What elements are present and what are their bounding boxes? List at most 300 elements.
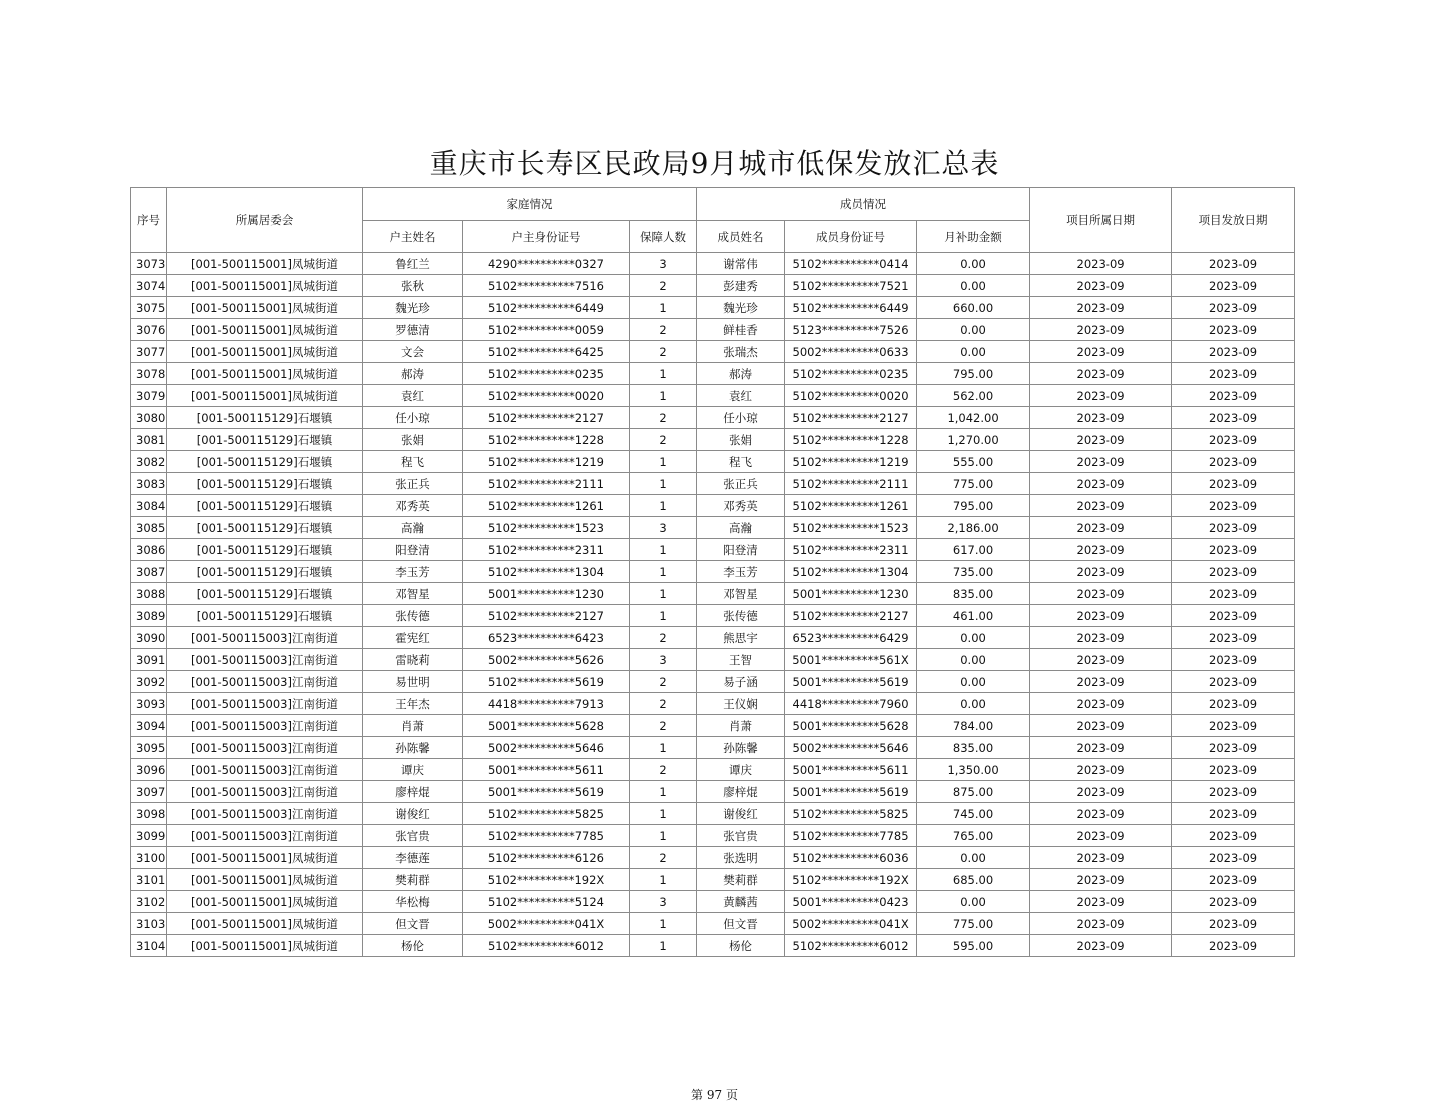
project-date-cell: 2023-09 — [1030, 715, 1172, 737]
header-monthly-amount: 月补助金额 — [917, 221, 1030, 253]
insured-count-cell: 2 — [630, 671, 697, 693]
table-row — [131, 319, 1295, 341]
insured-count-cell: 1 — [630, 583, 697, 605]
table-row — [131, 803, 1295, 825]
monthly-amount-cell: 795.00 — [917, 363, 1030, 385]
insured-count-cell: 2 — [630, 847, 697, 869]
head-name-cell: 肖萧 — [363, 715, 463, 737]
seq-cell: 3086 — [131, 539, 167, 561]
project-date-cell: 2023-09 — [1030, 473, 1172, 495]
table-body — [131, 253, 1295, 957]
monthly-amount-cell: 835.00 — [917, 737, 1030, 759]
seq-cell: 3075 — [131, 297, 167, 319]
committee-cell: [001-500115001]凤城街道 — [167, 341, 363, 363]
member-id-cell: 5102**********7785 — [785, 825, 917, 847]
member-name-cell: 张官贵 — [697, 825, 785, 847]
monthly-amount-cell: 0.00 — [917, 693, 1030, 715]
member-name-cell: 谭庆 — [697, 759, 785, 781]
insured-count-cell: 1 — [630, 539, 697, 561]
seq-cell: 3097 — [131, 781, 167, 803]
committee-cell: [001-500115129]石堰镇 — [167, 473, 363, 495]
head-id-cell: 5102**********6012 — [463, 935, 630, 957]
insured-count-cell: 1 — [630, 737, 697, 759]
member-id-cell: 6523**********6429 — [785, 627, 917, 649]
table-row — [131, 627, 1295, 649]
monthly-amount-cell: 0.00 — [917, 649, 1030, 671]
head-id-cell: 5102**********0020 — [463, 385, 630, 407]
table-row — [131, 605, 1295, 627]
head-id-cell: 5102**********7785 — [463, 825, 630, 847]
allowance-summary-table — [130, 187, 1295, 957]
member-id-cell: 5102**********7521 — [785, 275, 917, 297]
header-seq: 序号 — [131, 188, 167, 253]
member-name-cell: 黄麟茜 — [697, 891, 785, 913]
monthly-amount-cell: 1,350.00 — [917, 759, 1030, 781]
project-date-cell: 2023-09 — [1030, 297, 1172, 319]
table-row — [131, 297, 1295, 319]
project-date-cell: 2023-09 — [1030, 539, 1172, 561]
head-name-cell: 霍宪红 — [363, 627, 463, 649]
insured-count-cell: 2 — [630, 275, 697, 297]
issue-date-cell: 2023-09 — [1172, 495, 1295, 517]
member-name-cell: 阳登清 — [697, 539, 785, 561]
insured-count-cell: 1 — [630, 935, 697, 957]
table-row — [131, 737, 1295, 759]
committee-cell: [001-500115003]江南街道 — [167, 825, 363, 847]
project-date-cell: 2023-09 — [1030, 649, 1172, 671]
issue-date-cell: 2023-09 — [1172, 451, 1295, 473]
member-name-cell: 郝涛 — [697, 363, 785, 385]
insured-count-cell: 3 — [630, 891, 697, 913]
member-id-cell: 5102**********1304 — [785, 561, 917, 583]
committee-cell: [001-500115129]石堰镇 — [167, 605, 363, 627]
project-date-cell: 2023-09 — [1030, 517, 1172, 539]
committee-cell: [001-500115001]凤城街道 — [167, 319, 363, 341]
head-name-cell: 鲁红兰 — [363, 253, 463, 275]
issue-date-cell: 2023-09 — [1172, 539, 1295, 561]
member-name-cell: 袁红 — [697, 385, 785, 407]
committee-cell: [001-500115001]凤城街道 — [167, 935, 363, 957]
insured-count-cell: 1 — [630, 385, 697, 407]
table-row — [131, 935, 1295, 957]
member-id-cell: 5001**********5611 — [785, 759, 917, 781]
head-name-cell: 邓智星 — [363, 583, 463, 605]
seq-cell: 3078 — [131, 363, 167, 385]
issue-date-cell: 2023-09 — [1172, 363, 1295, 385]
head-name-cell: 李德莲 — [363, 847, 463, 869]
table-row — [131, 759, 1295, 781]
committee-cell: [001-500115001]凤城街道 — [167, 275, 363, 297]
project-date-cell: 2023-09 — [1030, 363, 1172, 385]
member-name-cell: 王仪娴 — [697, 693, 785, 715]
member-id-cell: 5102**********0235 — [785, 363, 917, 385]
member-id-cell: 5102**********5825 — [785, 803, 917, 825]
monthly-amount-cell: 765.00 — [917, 825, 1030, 847]
monthly-amount-cell: 775.00 — [917, 473, 1030, 495]
insured-count-cell: 1 — [630, 451, 697, 473]
committee-cell: [001-500115129]石堰镇 — [167, 495, 363, 517]
head-name-cell: 张官贵 — [363, 825, 463, 847]
monthly-amount-cell: 0.00 — [917, 847, 1030, 869]
insured-count-cell: 2 — [630, 759, 697, 781]
seq-cell: 3081 — [131, 429, 167, 451]
page-number: 第 97 页 — [691, 1088, 738, 1102]
table-row — [131, 429, 1295, 451]
insured-count-cell: 1 — [630, 363, 697, 385]
seq-cell: 3079 — [131, 385, 167, 407]
project-date-cell: 2023-09 — [1030, 319, 1172, 341]
table-row — [131, 693, 1295, 715]
issue-date-cell: 2023-09 — [1172, 253, 1295, 275]
member-id-cell: 5001**********1230 — [785, 583, 917, 605]
project-date-cell: 2023-09 — [1030, 583, 1172, 605]
member-name-cell: 魏光珍 — [697, 297, 785, 319]
member-name-cell: 张正兵 — [697, 473, 785, 495]
committee-cell: [001-500115129]石堰镇 — [167, 429, 363, 451]
head-name-cell: 张正兵 — [363, 473, 463, 495]
table-row — [131, 407, 1295, 429]
insured-count-cell: 2 — [630, 341, 697, 363]
member-name-cell: 张娟 — [697, 429, 785, 451]
member-id-cell: 5102**********0020 — [785, 385, 917, 407]
header-insured-count: 保障人数 — [630, 221, 697, 253]
seq-cell: 3074 — [131, 275, 167, 297]
monthly-amount-cell: 835.00 — [917, 583, 1030, 605]
seq-cell: 3082 — [131, 451, 167, 473]
head-name-cell: 雷晓莉 — [363, 649, 463, 671]
insured-count-cell: 1 — [630, 473, 697, 495]
member-name-cell: 熊思宇 — [697, 627, 785, 649]
member-id-cell: 5102**********192X — [785, 869, 917, 891]
member-id-cell: 5102**********6036 — [785, 847, 917, 869]
project-date-cell: 2023-09 — [1030, 693, 1172, 715]
head-id-cell: 5001**********5628 — [463, 715, 630, 737]
issue-date-cell: 2023-09 — [1172, 891, 1295, 913]
insured-count-cell: 2 — [630, 627, 697, 649]
head-name-cell: 程飞 — [363, 451, 463, 473]
member-name-cell: 邓秀英 — [697, 495, 785, 517]
head-id-cell: 4418**********7913 — [463, 693, 630, 715]
member-id-cell: 5002**********5646 — [785, 737, 917, 759]
monthly-amount-cell: 555.00 — [917, 451, 1030, 473]
table-row — [131, 869, 1295, 891]
project-date-cell: 2023-09 — [1030, 253, 1172, 275]
committee-cell: [001-500115003]江南街道 — [167, 649, 363, 671]
head-id-cell: 5002**********5626 — [463, 649, 630, 671]
monthly-amount-cell: 0.00 — [917, 253, 1030, 275]
seq-cell: 3076 — [131, 319, 167, 341]
head-id-cell: 5102**********7516 — [463, 275, 630, 297]
member-name-cell: 程飞 — [697, 451, 785, 473]
issue-date-cell: 2023-09 — [1172, 913, 1295, 935]
head-id-cell: 5102**********192X — [463, 869, 630, 891]
table-row — [131, 341, 1295, 363]
project-date-cell: 2023-09 — [1030, 759, 1172, 781]
member-id-cell: 5102**********1261 — [785, 495, 917, 517]
member-name-cell: 樊莉群 — [697, 869, 785, 891]
issue-date-cell: 2023-09 — [1172, 649, 1295, 671]
project-date-cell: 2023-09 — [1030, 913, 1172, 935]
head-id-cell: 5002**********5646 — [463, 737, 630, 759]
header-project-date: 项目所属日期 — [1030, 188, 1172, 253]
member-id-cell: 5001**********5619 — [785, 781, 917, 803]
committee-cell: [001-500115003]江南街道 — [167, 693, 363, 715]
member-id-cell: 5102**********6449 — [785, 297, 917, 319]
head-name-cell: 谢俊红 — [363, 803, 463, 825]
issue-date-cell: 2023-09 — [1172, 737, 1295, 759]
header-member-group: 成员情况 — [697, 188, 1030, 221]
member-id-cell: 5001**********561X — [785, 649, 917, 671]
member-name-cell: 廖梓焜 — [697, 781, 785, 803]
issue-date-cell: 2023-09 — [1172, 407, 1295, 429]
seq-cell: 3084 — [131, 495, 167, 517]
member-name-cell: 易子涵 — [697, 671, 785, 693]
member-id-cell: 5102**********1523 — [785, 517, 917, 539]
issue-date-cell: 2023-09 — [1172, 847, 1295, 869]
table-row — [131, 847, 1295, 869]
header-head-name: 户主姓名 — [363, 221, 463, 253]
member-name-cell: 李玉芳 — [697, 561, 785, 583]
table-row — [131, 451, 1295, 473]
monthly-amount-cell: 0.00 — [917, 671, 1030, 693]
issue-date-cell: 2023-09 — [1172, 803, 1295, 825]
issue-date-cell: 2023-09 — [1172, 781, 1295, 803]
member-id-cell: 5102**********2111 — [785, 473, 917, 495]
insured-count-cell: 3 — [630, 517, 697, 539]
head-id-cell: 5102**********6126 — [463, 847, 630, 869]
insured-count-cell: 2 — [630, 715, 697, 737]
table-row — [131, 913, 1295, 935]
head-name-cell: 魏光珍 — [363, 297, 463, 319]
project-date-cell: 2023-09 — [1030, 407, 1172, 429]
member-id-cell: 5001**********5619 — [785, 671, 917, 693]
project-date-cell: 2023-09 — [1030, 561, 1172, 583]
insured-count-cell: 1 — [630, 781, 697, 803]
project-date-cell: 2023-09 — [1030, 671, 1172, 693]
member-name-cell: 王智 — [697, 649, 785, 671]
project-date-cell: 2023-09 — [1030, 429, 1172, 451]
header-member-name: 成员姓名 — [697, 221, 785, 253]
header-member-id: 成员身份证号 — [785, 221, 917, 253]
table-row — [131, 671, 1295, 693]
head-name-cell: 袁红 — [363, 385, 463, 407]
issue-date-cell: 2023-09 — [1172, 385, 1295, 407]
member-id-cell: 5002**********041X — [785, 913, 917, 935]
monthly-amount-cell: 775.00 — [917, 913, 1030, 935]
seq-cell: 3080 — [131, 407, 167, 429]
head-id-cell: 5102**********1523 — [463, 517, 630, 539]
head-id-cell: 5102**********1219 — [463, 451, 630, 473]
table-row — [131, 583, 1295, 605]
seq-cell: 3099 — [131, 825, 167, 847]
committee-cell: [001-500115001]凤城街道 — [167, 385, 363, 407]
committee-cell: [001-500115129]石堰镇 — [167, 561, 363, 583]
project-date-cell: 2023-09 — [1030, 869, 1172, 891]
seq-cell: 3103 — [131, 913, 167, 935]
committee-cell: [001-500115129]石堰镇 — [167, 583, 363, 605]
member-id-cell: 5002**********0633 — [785, 341, 917, 363]
table-row — [131, 473, 1295, 495]
head-name-cell: 张娟 — [363, 429, 463, 451]
member-name-cell: 张选明 — [697, 847, 785, 869]
seq-cell: 3085 — [131, 517, 167, 539]
head-id-cell: 4290**********0327 — [463, 253, 630, 275]
table-row — [131, 649, 1295, 671]
head-id-cell: 6523**********6423 — [463, 627, 630, 649]
seq-cell: 3091 — [131, 649, 167, 671]
member-name-cell: 彭建秀 — [697, 275, 785, 297]
seq-cell: 3101 — [131, 869, 167, 891]
head-name-cell: 王年杰 — [363, 693, 463, 715]
committee-cell: [001-500115001]凤城街道 — [167, 253, 363, 275]
head-name-cell: 樊莉群 — [363, 869, 463, 891]
member-name-cell: 杨伦 — [697, 935, 785, 957]
project-date-cell: 2023-09 — [1030, 627, 1172, 649]
committee-cell: [001-500115001]凤城街道 — [167, 363, 363, 385]
monthly-amount-cell: 875.00 — [917, 781, 1030, 803]
table-row — [131, 825, 1295, 847]
project-date-cell: 2023-09 — [1030, 737, 1172, 759]
head-name-cell: 文会 — [363, 341, 463, 363]
insured-count-cell: 1 — [630, 869, 697, 891]
project-date-cell: 2023-09 — [1030, 385, 1172, 407]
head-name-cell: 阳登清 — [363, 539, 463, 561]
insured-count-cell: 1 — [630, 297, 697, 319]
project-date-cell: 2023-09 — [1030, 781, 1172, 803]
seq-cell: 3094 — [131, 715, 167, 737]
head-id-cell: 5102**********1228 — [463, 429, 630, 451]
issue-date-cell: 2023-09 — [1172, 759, 1295, 781]
member-name-cell: 邓智星 — [697, 583, 785, 605]
issue-date-cell: 2023-09 — [1172, 627, 1295, 649]
head-id-cell: 5102**********1304 — [463, 561, 630, 583]
monthly-amount-cell: 660.00 — [917, 297, 1030, 319]
table-row — [131, 539, 1295, 561]
member-id-cell: 5102**********1228 — [785, 429, 917, 451]
insured-count-cell: 3 — [630, 649, 697, 671]
member-id-cell: 5102**********2311 — [785, 539, 917, 561]
member-id-cell: 5001**********5628 — [785, 715, 917, 737]
monthly-amount-cell: 795.00 — [917, 495, 1030, 517]
header-issue-date: 项目发放日期 — [1172, 188, 1295, 253]
head-id-cell: 5102**********2127 — [463, 605, 630, 627]
table-row — [131, 561, 1295, 583]
committee-cell: [001-500115001]凤城街道 — [167, 847, 363, 869]
head-id-cell: 5102**********0059 — [463, 319, 630, 341]
committee-cell: [001-500115003]江南街道 — [167, 715, 363, 737]
committee-cell: [001-500115001]凤城街道 — [167, 891, 363, 913]
insured-count-cell: 1 — [630, 605, 697, 627]
insured-count-cell: 1 — [630, 561, 697, 583]
head-name-cell: 孙陈馨 — [363, 737, 463, 759]
seq-cell: 3077 — [131, 341, 167, 363]
member-name-cell: 任小琼 — [697, 407, 785, 429]
project-date-cell: 2023-09 — [1030, 275, 1172, 297]
member-name-cell: 肖萧 — [697, 715, 785, 737]
insured-count-cell: 2 — [630, 319, 697, 341]
issue-date-cell: 2023-09 — [1172, 297, 1295, 319]
committee-cell: [001-500115129]石堰镇 — [167, 451, 363, 473]
issue-date-cell: 2023-09 — [1172, 825, 1295, 847]
head-name-cell: 华松梅 — [363, 891, 463, 913]
committee-cell: [001-500115003]江南街道 — [167, 627, 363, 649]
seq-cell: 3089 — [131, 605, 167, 627]
seq-cell: 3096 — [131, 759, 167, 781]
issue-date-cell: 2023-09 — [1172, 693, 1295, 715]
committee-cell: [001-500115003]江南街道 — [167, 737, 363, 759]
committee-cell: [001-500115003]江南街道 — [167, 781, 363, 803]
issue-date-cell: 2023-09 — [1172, 429, 1295, 451]
insured-count-cell: 1 — [630, 825, 697, 847]
head-id-cell: 5102**********5124 — [463, 891, 630, 913]
insured-count-cell: 1 — [630, 913, 697, 935]
insured-count-cell: 2 — [630, 407, 697, 429]
project-date-cell: 2023-09 — [1030, 341, 1172, 363]
seq-cell: 3088 — [131, 583, 167, 605]
member-id-cell: 5102**********2127 — [785, 605, 917, 627]
monthly-amount-cell: 735.00 — [917, 561, 1030, 583]
header-head-id: 户主身份证号 — [463, 221, 630, 253]
member-name-cell: 但文晋 — [697, 913, 785, 935]
seq-cell: 3095 — [131, 737, 167, 759]
seq-cell: 3093 — [131, 693, 167, 715]
member-name-cell: 高瀚 — [697, 517, 785, 539]
member-id-cell: 5123**********7526 — [785, 319, 917, 341]
page-title: 重庆市长寿区民政局9月城市低保发放汇总表 — [429, 147, 1000, 180]
seq-cell: 3083 — [131, 473, 167, 495]
monthly-amount-cell: 461.00 — [917, 605, 1030, 627]
table-row — [131, 363, 1295, 385]
table-row — [131, 495, 1295, 517]
issue-date-cell: 2023-09 — [1172, 275, 1295, 297]
committee-cell: [001-500115129]石堰镇 — [167, 517, 363, 539]
issue-date-cell: 2023-09 — [1172, 869, 1295, 891]
head-id-cell: 5002**********041X — [463, 913, 630, 935]
member-name-cell: 张传德 — [697, 605, 785, 627]
project-date-cell: 2023-09 — [1030, 495, 1172, 517]
member-name-cell: 谢俊红 — [697, 803, 785, 825]
seq-cell: 3092 — [131, 671, 167, 693]
project-date-cell: 2023-09 — [1030, 847, 1172, 869]
head-id-cell: 5102**********6425 — [463, 341, 630, 363]
committee-cell: [001-500115129]石堰镇 — [167, 407, 363, 429]
table-row — [131, 275, 1295, 297]
head-id-cell: 5001**********5619 — [463, 781, 630, 803]
head-name-cell: 罗德清 — [363, 319, 463, 341]
project-date-cell: 2023-09 — [1030, 825, 1172, 847]
insured-count-cell: 3 — [630, 253, 697, 275]
seq-cell: 3090 — [131, 627, 167, 649]
monthly-amount-cell: 745.00 — [917, 803, 1030, 825]
table-row — [131, 781, 1295, 803]
committee-cell: [001-500115003]江南街道 — [167, 759, 363, 781]
committee-cell: [001-500115001]凤城街道 — [167, 913, 363, 935]
monthly-amount-cell: 617.00 — [917, 539, 1030, 561]
head-id-cell: 5102**********2111 — [463, 473, 630, 495]
insured-count-cell: 1 — [630, 803, 697, 825]
header-committee: 所属居委会 — [167, 188, 363, 253]
head-name-cell: 高瀚 — [363, 517, 463, 539]
issue-date-cell: 2023-09 — [1172, 715, 1295, 737]
project-date-cell: 2023-09 — [1030, 803, 1172, 825]
head-name-cell: 廖梓焜 — [363, 781, 463, 803]
table-row — [131, 891, 1295, 913]
head-name-cell: 张传德 — [363, 605, 463, 627]
committee-cell: [001-500115001]凤城街道 — [167, 297, 363, 319]
project-date-cell: 2023-09 — [1030, 451, 1172, 473]
member-name-cell: 张瑞杰 — [697, 341, 785, 363]
project-date-cell: 2023-09 — [1030, 891, 1172, 913]
